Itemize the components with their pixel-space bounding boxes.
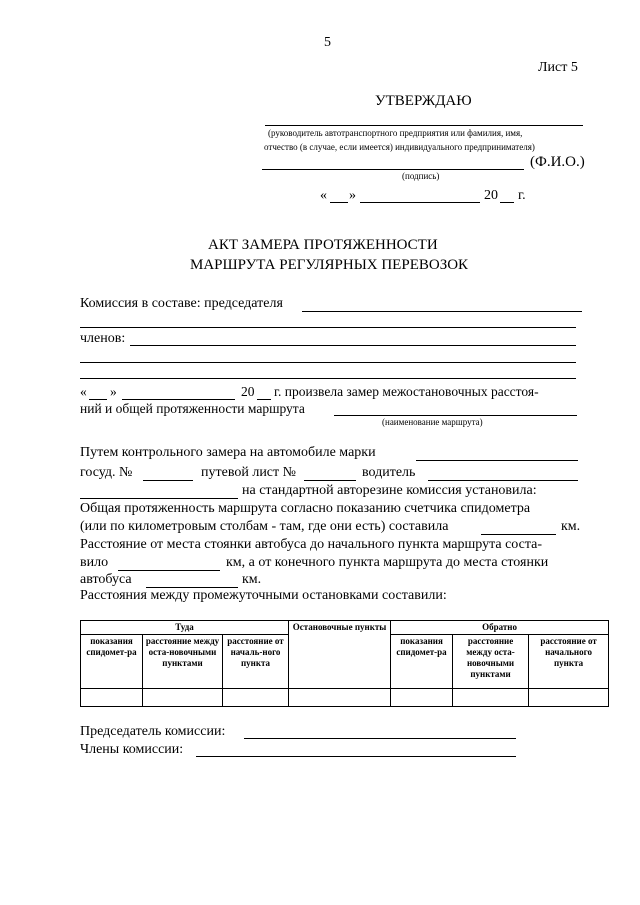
- header-odometer-there: показания спидомет-ра: [81, 635, 143, 689]
- tire-text: на стандартной авторезине комиссия установила:: [242, 483, 537, 498]
- measure-month-field[interactable]: [122, 399, 235, 400]
- commission-composition-label: Комиссия в составе: председателя: [80, 296, 283, 311]
- header-there: Туда: [81, 621, 289, 635]
- table-cell[interactable]: [289, 689, 391, 707]
- document-title-line-2: МАРШРУТА РЕГУЛЯРНЫХ ПЕРЕВОЗОК: [190, 257, 469, 273]
- signature-hint: (подпись): [402, 171, 440, 181]
- members-label: членов:: [80, 331, 126, 346]
- measure-date-open-quote: «: [80, 384, 87, 399]
- approval-title: УТВЕРЖДАЮ: [375, 93, 472, 109]
- chairman-signature-label: Председатель комиссии:: [80, 724, 226, 739]
- document-title-line-1: АКТ ЗАМЕРА ПРОТЯЖЕННОСТИ: [208, 237, 438, 253]
- route-name-hint: (наименование маршрута): [382, 417, 483, 427]
- members-field-3[interactable]: [80, 378, 576, 379]
- route-length-text: ний и общей протяженности маршрута: [80, 401, 305, 416]
- depot-distance-mid: км, а от конечного пункта маршрута до места стоянки: [226, 555, 549, 570]
- measure-performed-text: г. произвела замер межостановочных расстоя-: [274, 384, 539, 399]
- measure-date-close-quote: »: [110, 384, 117, 399]
- approver-hint-2: отчество (в случае, если имеется) индивидуального предпринимателя): [264, 142, 535, 152]
- measure-day-field[interactable]: [89, 399, 107, 400]
- driver-label: водитель: [362, 465, 416, 480]
- stops-distance-table: [80, 620, 609, 707]
- header-stops: Остановочные пункты: [289, 621, 391, 689]
- depot-distance-line-1: Расстояние от места стоянки автобуса до начального пункта маршрута соста-: [80, 537, 543, 552]
- chairman-name-field[interactable]: [302, 311, 582, 312]
- sheet-label: Лист 5: [538, 60, 578, 75]
- driver-name-field-2[interactable]: [80, 498, 238, 499]
- table-cell[interactable]: [143, 689, 223, 707]
- approval-day-field[interactable]: [330, 202, 348, 203]
- header-odometer-back: показания спидомет-ра: [391, 635, 453, 689]
- approval-year-prefix: 20: [484, 188, 498, 203]
- table-cell[interactable]: [529, 689, 609, 707]
- total-length-km: км.: [561, 519, 581, 534]
- header-from-end-back: расстояние от начального пункта: [529, 635, 609, 689]
- header-back: Обратно: [391, 621, 609, 635]
- end-to-depot-km: км.: [242, 572, 262, 587]
- chairman-signature-field[interactable]: [244, 738, 516, 739]
- members-signature-field[interactable]: [196, 756, 516, 757]
- table-cell[interactable]: [391, 689, 453, 707]
- approver-signature-line[interactable]: [262, 169, 524, 170]
- driver-name-field[interactable]: [428, 480, 578, 481]
- approver-fio: (Ф.И.О.): [530, 154, 585, 170]
- approver-hint-1: (руководитель автотранспортного предприятия или фамилия, имя,: [268, 128, 523, 138]
- waybill-number-field[interactable]: [304, 480, 356, 481]
- members-field-2[interactable]: [80, 362, 576, 363]
- waybill-label: путевой лист №: [201, 465, 296, 480]
- commission-extra-line[interactable]: [80, 327, 576, 328]
- gov-number-label: госуд. №: [80, 465, 133, 480]
- table-cell[interactable]: [223, 689, 289, 707]
- header-between-there: расстояние между оста-новочными пунктами: [143, 635, 223, 689]
- total-length-line-2: (или по километровым столбам - там, где они есть) составила: [80, 519, 449, 534]
- gov-number-field[interactable]: [143, 480, 193, 481]
- header-from-start-there: расстояние от началь-ного пункта: [223, 635, 289, 689]
- depot-distance-bus: автобуса: [80, 572, 132, 587]
- table-cell[interactable]: [81, 689, 143, 707]
- approver-name-line[interactable]: [265, 125, 583, 126]
- members-field-1[interactable]: [130, 345, 576, 346]
- table-row: [81, 689, 609, 707]
- page-number: 5: [324, 35, 331, 50]
- depot-to-start-field[interactable]: [118, 570, 220, 571]
- depot-distance-start: вило: [80, 555, 109, 570]
- total-length-line-1: Общая протяженность маршрута согласно показанию счетчика спидометра: [80, 501, 531, 516]
- route-name-field[interactable]: [334, 415, 577, 416]
- approval-date-close-quote: »: [349, 188, 356, 203]
- vehicle-label: Путем контрольного замера на автомобиле марки: [80, 445, 376, 460]
- approval-date-open-quote: «: [320, 188, 327, 203]
- members-signature-label: Члены комиссии:: [80, 742, 184, 757]
- vehicle-brand-field[interactable]: [416, 460, 578, 461]
- total-length-field[interactable]: [481, 534, 556, 535]
- header-between-back: расстояние между оста-новочными пунктами: [453, 635, 529, 689]
- measure-year-prefix: 20: [241, 384, 255, 399]
- intermediate-stops-text: Расстояния между промежуточными остановками составили:: [80, 588, 447, 603]
- approval-month-field[interactable]: [360, 202, 480, 203]
- table-cell[interactable]: [453, 689, 529, 707]
- measure-year-field[interactable]: [257, 399, 271, 400]
- approval-year-suffix: г.: [518, 188, 526, 203]
- approval-year-field[interactable]: [500, 202, 514, 203]
